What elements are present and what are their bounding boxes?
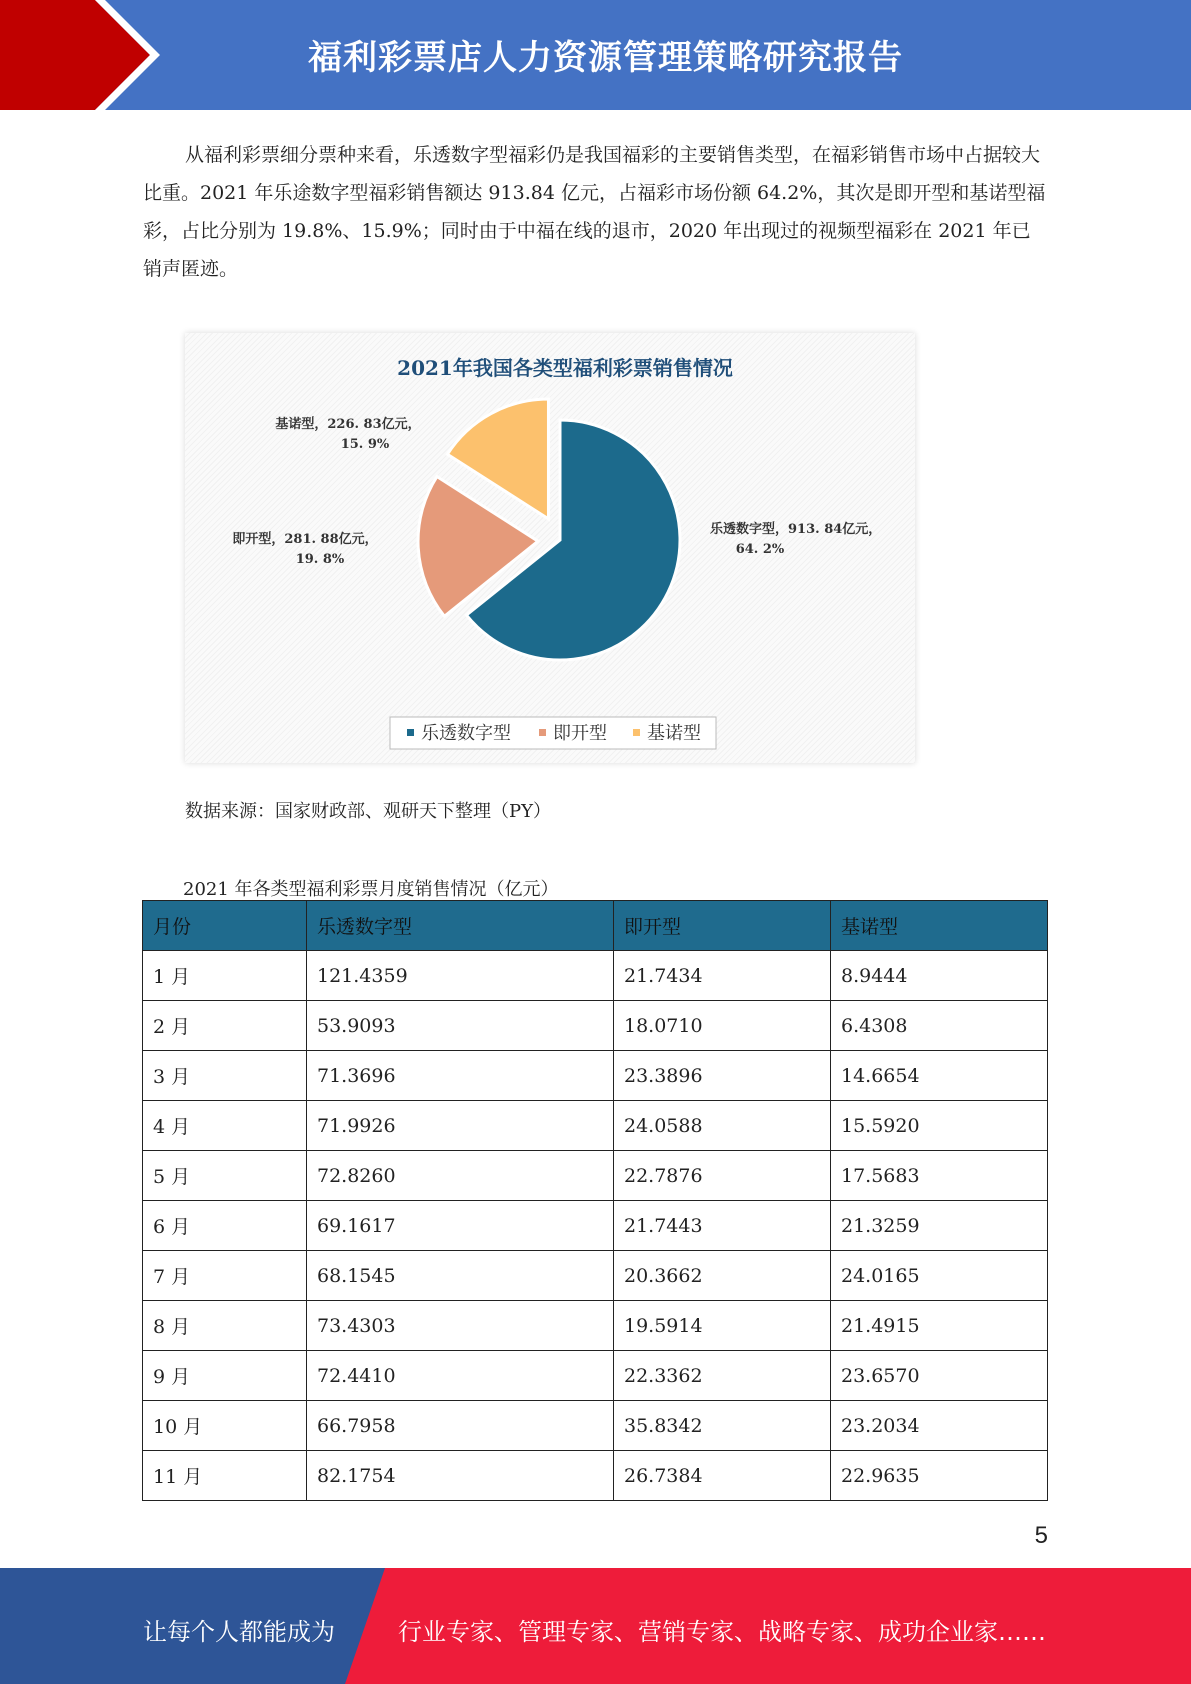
table-cell: 53.9093 <box>307 1001 614 1051</box>
monthly-sales-table <box>142 900 1048 1501</box>
table-cell: 5 月 <box>143 1151 307 1201</box>
table-cell: 19.5914 <box>614 1301 831 1351</box>
table-cell: 21.7434 <box>614 951 831 1001</box>
table-cell: 2 月 <box>143 1001 307 1051</box>
table-cell: 24.0588 <box>614 1101 831 1151</box>
slice-percent-label: 19. 8% <box>295 552 345 567</box>
table-row <box>143 1151 1048 1201</box>
col-header-keno: 基诺型 <box>831 901 1048 951</box>
table-cell: 82.1754 <box>307 1451 614 1501</box>
table-cell: 73.4303 <box>307 1301 614 1351</box>
footer-slogan-right: 行业专家、管理专家、营销专家、战略专家、成功企业家…… <box>398 1618 1046 1646</box>
table-cell: 22.3362 <box>614 1351 831 1401</box>
table-row <box>143 1401 1048 1451</box>
slice-percent-label: 64. 2% <box>735 542 785 557</box>
table-row <box>143 1001 1048 1051</box>
table-cell: 7 月 <box>143 1251 307 1301</box>
table-cell: 35.8342 <box>614 1401 831 1451</box>
table-row <box>143 1351 1048 1401</box>
slice-label: 乐透数字型，913. 84亿元， <box>710 522 882 537</box>
table-cell: 4 月 <box>143 1101 307 1151</box>
table-cell: 22.7876 <box>614 1151 831 1201</box>
table-cell: 68.1545 <box>307 1251 614 1301</box>
footer-banner <box>0 1568 1191 1684</box>
table-cell: 1 月 <box>143 951 307 1001</box>
table-cell: 66.7958 <box>307 1401 614 1451</box>
table-cell: 9 月 <box>143 1351 307 1401</box>
table-cell: 10 月 <box>143 1401 307 1451</box>
table-cell: 24.0165 <box>831 1251 1048 1301</box>
legend-label: 即开型 <box>553 723 607 744</box>
table-cell: 21.7443 <box>614 1201 831 1251</box>
col-header-lotto: 乐透数字型 <box>307 901 614 951</box>
table-cell: 23.6570 <box>831 1351 1048 1401</box>
chart-legend <box>390 717 716 749</box>
chart-title: 2021年我国各类型福利彩票销售情况 <box>397 356 733 380</box>
report-title: 福利彩票店人力资源管理策略研究报告 <box>308 38 903 78</box>
table-cell: 3 月 <box>143 1051 307 1101</box>
legend-label: 乐透数字型 <box>421 723 511 744</box>
table-row <box>143 1251 1048 1301</box>
col-header-instant: 即开型 <box>614 901 831 951</box>
page-number: 5 <box>1034 1522 1048 1549</box>
table-row <box>143 1301 1048 1351</box>
table-cell: 71.3696 <box>307 1051 614 1101</box>
table-cell: 11 月 <box>143 1451 307 1501</box>
table-row <box>143 1101 1048 1151</box>
table-cell: 22.9635 <box>831 1451 1048 1501</box>
header-banner <box>0 0 1191 110</box>
table-cell: 17.5683 <box>831 1151 1048 1201</box>
table-row <box>143 951 1048 1001</box>
table-cell: 21.4915 <box>831 1301 1048 1351</box>
table-cell: 6.4308 <box>831 1001 1048 1051</box>
footer-slogan-left: 让每个人都能成为 <box>143 1618 335 1646</box>
legend-swatch <box>633 729 640 736</box>
table-cell: 72.8260 <box>307 1151 614 1201</box>
data-source-note: 数据来源：国家财政部、观研天下整理（PY） <box>185 801 551 822</box>
table-cell: 72.4410 <box>307 1351 614 1401</box>
table-row <box>143 1051 1048 1101</box>
table-cell: 23.2034 <box>831 1401 1048 1451</box>
intro-paragraph: 从福利彩票细分票种来看，乐透数字型福彩仍是我国福彩的主要销售类型，在福彩销售市场中占据较大比重。2021 年乐途数字型福彩销售额达 913.84 亿元，占福彩市场份额 64.2%，其次是即开型和基诺型福彩，占比分别为 19.8%、15.9%；同时由于中福在线的退市，2020 年出现过的视频型福彩在 2021 年已销声匿迹。 <box>143 144 1046 280</box>
table-row <box>143 1451 1048 1501</box>
table-caption: 2021 年各类型福利彩票月度销售情况（亿元） <box>183 879 559 900</box>
table-row <box>143 1201 1048 1251</box>
table-cell: 26.7384 <box>614 1451 831 1501</box>
table-cell: 21.3259 <box>831 1201 1048 1251</box>
slice-percent-label: 15. 9% <box>340 437 390 452</box>
col-header-month: 月份 <box>143 901 307 951</box>
table-cell: 14.6654 <box>831 1051 1048 1101</box>
table-cell: 6 月 <box>143 1201 307 1251</box>
table-cell: 15.5920 <box>831 1101 1048 1151</box>
legend-swatch <box>539 729 546 736</box>
slice-label: 基诺型，226. 83亿元， <box>275 417 421 432</box>
table-cell: 69.1617 <box>307 1201 614 1251</box>
table-header-row <box>143 901 1048 951</box>
table-cell: 23.3896 <box>614 1051 831 1101</box>
table-cell: 20.3662 <box>614 1251 831 1301</box>
table-cell: 8.9444 <box>831 951 1048 1001</box>
table-cell: 18.0710 <box>614 1001 831 1051</box>
table-cell: 121.4359 <box>307 951 614 1001</box>
table-cell: 8 月 <box>143 1301 307 1351</box>
pie-chart <box>185 333 915 763</box>
table-cell: 71.9926 <box>307 1101 614 1151</box>
legend-label: 基诺型 <box>647 723 701 744</box>
legend-swatch <box>407 729 414 736</box>
slice-label: 即开型，281. 88亿元， <box>232 532 378 547</box>
pie-chart-card <box>185 333 915 763</box>
